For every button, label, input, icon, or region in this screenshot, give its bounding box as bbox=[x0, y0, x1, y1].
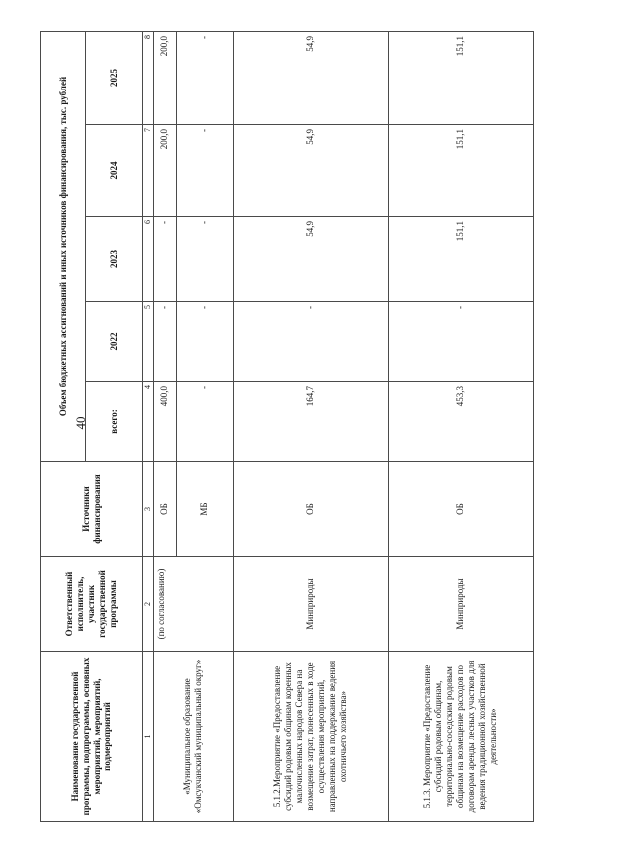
row-2024: - bbox=[176, 125, 233, 217]
row-source: ОБ bbox=[388, 462, 533, 557]
row-executor: Минприроды bbox=[233, 557, 388, 652]
row-name: 5.1.3. Мероприятие «Предоставление субсидий родовым общинам, территориально-соседским родовым общинам на возмещение расходов по договорам аренды лесных участков для ведения традиционной хозяйственной деятельности» bbox=[388, 652, 533, 822]
column-number: 4 bbox=[143, 382, 154, 462]
column-number: 7 bbox=[143, 125, 154, 217]
row-2023: - bbox=[153, 217, 176, 302]
column-number: 5 bbox=[143, 302, 154, 382]
row-name: «Муниципальное образование «Омсукчанский муниципальный округ» bbox=[153, 652, 233, 822]
row-2022: - bbox=[233, 302, 388, 382]
header-funding-volume: Объем бюджетных ассигнований и иных источников финансирования, тыс. рублей bbox=[41, 31, 86, 461]
row-total: 400,0 bbox=[153, 382, 176, 462]
row-source: МБ bbox=[176, 462, 233, 557]
row-2022: - bbox=[153, 302, 176, 382]
row-2022: - bbox=[388, 302, 533, 382]
row-2023: - bbox=[176, 217, 233, 302]
column-number: 8 bbox=[143, 31, 154, 124]
header-program-name: Наименование государственной программы, подпрограммы, основных мероприятий, мероприятий, подмероприятий bbox=[41, 652, 143, 822]
header-row-1 bbox=[41, 31, 86, 821]
row-2025: 151,1 bbox=[388, 31, 533, 124]
row-executor: (по согласованию) bbox=[153, 557, 233, 652]
row-2025: - bbox=[176, 31, 233, 124]
row-2023: 54,9 bbox=[233, 217, 388, 302]
rotated-document-sheet bbox=[40, 32, 560, 822]
row-2024: 54,9 bbox=[233, 125, 388, 217]
row-2024: 200,0 bbox=[153, 125, 176, 217]
table-row bbox=[233, 31, 388, 821]
row-2024: 151,1 bbox=[388, 125, 533, 217]
row-source: ОБ bbox=[233, 462, 388, 557]
header-year-2025: 2025 bbox=[86, 31, 143, 124]
table-row bbox=[388, 31, 533, 821]
row-2023: 151,1 bbox=[388, 217, 533, 302]
table-row bbox=[153, 31, 176, 821]
header-year-2022: 2022 bbox=[86, 302, 143, 382]
row-2025: 200,0 bbox=[153, 31, 176, 124]
row-total: 164,7 bbox=[233, 382, 388, 462]
column-number: 1 bbox=[143, 652, 154, 822]
header-year-2024: 2024 bbox=[86, 125, 143, 217]
row-2022: - bbox=[176, 302, 233, 382]
column-number: 2 bbox=[143, 557, 154, 652]
funding-table bbox=[40, 31, 534, 822]
row-2025: 54,9 bbox=[233, 31, 388, 124]
column-number: 6 bbox=[143, 217, 154, 302]
header-total: всего: bbox=[86, 382, 143, 462]
row-executor: Минприроды bbox=[388, 557, 533, 652]
column-number-row bbox=[143, 31, 154, 821]
row-source: ОБ bbox=[153, 462, 176, 557]
column-number: 3 bbox=[143, 462, 154, 557]
header-year-2023: 2023 bbox=[86, 217, 143, 302]
row-total: - bbox=[176, 382, 233, 462]
row-total: 453,3 bbox=[388, 382, 533, 462]
page-number: 40 bbox=[73, 416, 88, 430]
header-executor: Ответственный исполнитель, участник государственной программы bbox=[41, 557, 143, 652]
header-funding-source: Источники финансирования bbox=[41, 462, 143, 557]
row-name: 5.1.2.Мероприятие «Предоставление субсидий родовым общинам коренных малочисленных народов Севера на возмещение затрат, понесенных в ходе осуществления мероприятий, направленных на поддержание ведения охотничьего хозяйства» bbox=[233, 652, 388, 822]
